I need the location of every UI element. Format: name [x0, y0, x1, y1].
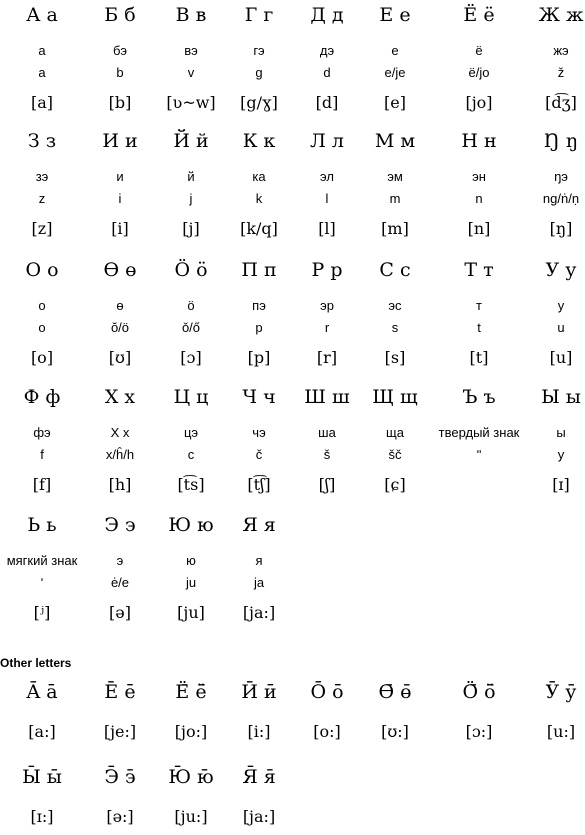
ipa-pronunciation: [jo] [465, 93, 493, 112]
latin-transliteration: č [255, 447, 263, 462]
latin-transliteration: ʺ [476, 447, 482, 462]
letter-name: эл [320, 169, 334, 184]
letter-cell [440, 129, 518, 257]
ipa-pronunciation: [r] [316, 348, 338, 367]
cyrillic-letter: Х х [104, 386, 136, 408]
ipa-pronunciation: [h] [108, 475, 132, 494]
cyrillic-letter: И и [102, 130, 138, 152]
ipa-pronunciation: [s] [384, 348, 406, 367]
cyrillic-letter: Е е [379, 4, 411, 26]
latin-transliteration: a [38, 65, 46, 80]
ipa-pronunciation: [ɪ] [552, 475, 570, 494]
latin-transliteration: n [475, 191, 483, 206]
latin-transliteration: j [189, 191, 193, 206]
cyrillic-letter: С с [379, 259, 411, 281]
cyrillic-letter: Щ щ [372, 386, 418, 408]
ipa-pronunciation: [ja:] [242, 807, 276, 826]
letter-row [0, 3, 585, 131]
other-letters-title: Other letters [0, 656, 72, 670]
cyrillic-letter: Ӧ ӧ [174, 259, 208, 281]
cyrillic-letter: М м [374, 130, 416, 152]
cyrillic-letter: Ӧ̄ ӧ̄ [462, 681, 496, 703]
latin-transliteration: šč [388, 447, 402, 462]
latin-transliteration: g [255, 65, 263, 80]
latin-transliteration: z [38, 191, 46, 206]
letter-name: дэ [319, 43, 335, 58]
letter-name: эр [320, 298, 334, 313]
latin-transliteration: ng/ṅ/ṇ [542, 191, 580, 206]
other-letter-cell [522, 680, 585, 750]
latin-transliteration: s [391, 320, 399, 335]
cyrillic-letter: З з [27, 130, 57, 152]
letter-name: цэ [183, 425, 199, 440]
ipa-pronunciation: [je:] [103, 722, 137, 741]
cyrillic-letter: Ш ш [304, 386, 350, 408]
letter-name: й [187, 169, 195, 184]
latin-transliteration: ë/jo [468, 65, 490, 80]
ipa-pronunciation: [i] [111, 219, 129, 238]
letter-cell [3, 258, 81, 386]
ipa-pronunciation: [ʊ:] [381, 722, 409, 741]
letter-cell [356, 129, 434, 257]
latin-transliteration: p [255, 320, 263, 335]
latin-transliteration: y [557, 447, 565, 462]
latin-transliteration: ŏ/ö [110, 320, 130, 335]
cyrillic-letter: Ы̄ ы̄ [22, 766, 62, 788]
cyrillic-letter: К к [242, 130, 276, 152]
cyrillic-letter: Ө ө [103, 259, 137, 281]
latin-transliteration: b [116, 65, 124, 80]
ipa-pronunciation: [i:] [247, 722, 271, 741]
latin-transliteration: ǒ/ő [181, 320, 201, 335]
letter-name: ӧ [187, 298, 195, 313]
ipa-pronunciation: [ə:] [106, 807, 134, 826]
other-letter-row [0, 765, 585, 835]
letter-row [0, 258, 585, 386]
cyrillic-letter: Ф ф [23, 386, 61, 408]
letter-name: фэ [33, 425, 51, 440]
latin-transliteration: o [38, 320, 46, 335]
letter-name: ю [186, 553, 196, 568]
cyrillic-letter: Ā ā [26, 681, 58, 703]
letter-cell [356, 385, 434, 513]
letter-row [0, 513, 585, 641]
ipa-pronunciation: [ju:] [174, 807, 208, 826]
letter-name: ша [318, 425, 336, 440]
ipa-pronunciation: [ə] [109, 603, 131, 622]
cyrillic-letter: Я я [242, 514, 276, 536]
letter-cell [440, 3, 518, 131]
other-letter-cell [3, 680, 81, 750]
letter-name: ё [475, 43, 483, 58]
letter-name: у [557, 298, 565, 313]
cyrillic-letter: В в [175, 4, 207, 26]
letter-cell [220, 513, 298, 641]
letter-cell [3, 3, 81, 131]
cyrillic-letter: Т т [464, 259, 494, 281]
letter-name: я [255, 553, 263, 568]
cyrillic-letter: П п [241, 259, 277, 281]
other-letter-cell [356, 680, 434, 750]
latin-transliteration: e/je [384, 65, 406, 80]
letter-cell [356, 258, 434, 386]
cyrillic-letter: Г г [244, 4, 274, 26]
cyrillic-letter: Я̄ я̄ [242, 766, 276, 788]
letter-name: эн [472, 169, 486, 184]
latin-transliteration: t [477, 320, 481, 335]
ipa-pronunciation: [o:] [313, 722, 341, 741]
other-letter-cell [3, 765, 81, 835]
letter-name: э [116, 553, 124, 568]
letter-cell [3, 385, 81, 513]
cyrillic-letter: Л л [310, 130, 344, 152]
ipa-pronunciation: [k/q] [240, 219, 278, 238]
latin-transliteration: m [389, 191, 401, 206]
ipa-pronunciation: [ʊ] [108, 348, 132, 367]
ipa-pronunciation: [ɕ] [384, 475, 406, 494]
ipa-pronunciation: [jo:] [174, 722, 208, 741]
cyrillic-letter: Ь ь [27, 514, 57, 536]
ipa-pronunciation: [ŋ] [549, 219, 573, 238]
letter-name: пэ [252, 298, 266, 313]
cyrillic-letter: Ю ю [168, 514, 214, 536]
latin-transliteration: ʹ [40, 575, 44, 590]
letter-name: эм [387, 169, 403, 184]
cyrillic-letter: Ч ч [242, 386, 276, 408]
ipa-pronunciation: [o] [30, 348, 54, 367]
cyrillic-letter: Э̄ э̄ [104, 766, 136, 788]
latin-transliteration: l [325, 191, 329, 206]
cyrillic-letter: Ө̄ ө̄ [378, 681, 412, 703]
letter-name: ы [556, 425, 566, 440]
letter-row [0, 129, 585, 257]
cyrillic-letter: Ē ē [104, 681, 136, 703]
cyrillic-letter: Ж ж [538, 4, 584, 26]
letter-name: ө [116, 298, 124, 313]
cyrillic-letter: Ё ё [463, 4, 495, 26]
latin-transliteration: š [323, 447, 331, 462]
latin-transliteration: k [255, 191, 263, 206]
cyrillic-letter: Д д [310, 4, 344, 26]
letter-name: чэ [252, 425, 266, 440]
cyrillic-letter: Э э [104, 514, 136, 536]
cyrillic-letter: Р р [311, 259, 343, 281]
letter-cell [440, 258, 518, 386]
letter-name: и [116, 169, 124, 184]
ipa-pronunciation: [t] [469, 348, 489, 367]
ipa-pronunciation: [d͡ʒ] [545, 93, 577, 112]
ipa-pronunciation: [ɔ:] [465, 722, 493, 741]
letter-cell [3, 129, 81, 257]
latin-transliteration: c [187, 447, 195, 462]
letter-name: ка [252, 169, 266, 184]
ipa-pronunciation: [ja:] [242, 603, 276, 622]
ipa-pronunciation: [g/ɣ] [240, 93, 278, 112]
ipa-pronunciation: [ʃ] [318, 475, 336, 494]
cyrillic-letter: Ӣ ӣ [241, 681, 277, 703]
cyrillic-letter: Ё̄ ё̄ [175, 681, 207, 703]
ipa-pronunciation: [t͡ʃ] [247, 475, 271, 494]
letter-cell [3, 513, 81, 641]
letter-name: гэ [253, 43, 265, 58]
letter-name: ща [386, 425, 404, 440]
ipa-pronunciation: [e] [384, 93, 406, 112]
letter-cell [522, 385, 585, 513]
cyrillic-letter: Ю̄ ю̄ [168, 766, 214, 788]
cyrillic-letter: Ы ы [541, 386, 581, 408]
latin-transliteration: d [323, 65, 331, 80]
ipa-pronunciation: [ju] [177, 603, 205, 622]
letter-name: эс [388, 298, 402, 313]
latin-transliteration: u [557, 320, 565, 335]
cyrillic-letter: О о [25, 259, 59, 281]
cyrillic-letter: Й й [173, 130, 209, 152]
letter-cell [440, 385, 518, 513]
cyrillic-letter: Ō ō [310, 681, 344, 703]
letter-name: е [391, 43, 399, 58]
ipa-pronunciation: [t͡s] [177, 475, 205, 494]
cyrillic-letter: Б б [104, 4, 136, 26]
letter-name: т [476, 298, 482, 313]
latin-transliteration: ja [253, 575, 265, 590]
letter-name: твердый знак [438, 425, 520, 440]
ipa-pronunciation: [m] [381, 219, 409, 238]
ipa-pronunciation: [z] [31, 219, 53, 238]
latin-transliteration: i [118, 191, 122, 206]
letter-cell [356, 3, 434, 131]
latin-transliteration: f [40, 447, 44, 462]
cyrillic-letter: Ъ ъ [462, 386, 496, 408]
cyrillic-letter: Ц ц [173, 386, 209, 408]
latin-transliteration: ė/e [110, 575, 130, 590]
cyrillic-letter: У у [545, 259, 577, 281]
ipa-pronunciation: [j] [182, 219, 200, 238]
letter-name: о [38, 298, 46, 313]
ipa-pronunciation: [a] [30, 93, 54, 112]
ipa-pronunciation: [d] [315, 93, 339, 112]
latin-transliteration: x/ĥ/h [105, 447, 135, 462]
latin-transliteration: ž [557, 65, 565, 80]
letter-name: зэ [35, 169, 49, 184]
cyrillic-letter: Ŋ ŋ [543, 130, 579, 152]
ipa-pronunciation: [ɔ] [180, 348, 202, 367]
cyrillic-letter: Ӯ ӯ [545, 681, 577, 703]
letter-name: бэ [113, 43, 127, 58]
ipa-pronunciation: [ʲ] [33, 603, 51, 622]
letter-row [0, 385, 585, 513]
ipa-pronunciation: [ɪ:] [30, 807, 54, 826]
latin-transliteration: r [324, 320, 330, 335]
latin-transliteration: v [187, 65, 195, 80]
letter-name: мягкий знак [6, 553, 78, 568]
ipa-pronunciation: [ʋ~w] [166, 93, 216, 112]
cyrillic-letter: А а [26, 4, 58, 26]
ipa-pronunciation: [b] [108, 93, 132, 112]
letter-cell [522, 129, 585, 257]
letter-cell [522, 258, 585, 386]
letter-name: вэ [184, 43, 198, 58]
letter-name: а [38, 43, 46, 58]
ipa-pronunciation: [n] [467, 219, 491, 238]
ipa-pronunciation: [f] [32, 475, 52, 494]
other-letter-cell [220, 765, 298, 835]
letter-name: ŋэ [554, 169, 568, 184]
letter-cell [522, 3, 585, 131]
ipa-pronunciation: [u] [549, 348, 573, 367]
letter-name: Х х [110, 425, 130, 440]
other-letter-row [0, 680, 585, 750]
other-letter-cell [440, 680, 518, 750]
ipa-pronunciation: [u:] [546, 722, 576, 741]
latin-transliteration: ju [185, 575, 197, 590]
ipa-pronunciation: [p] [247, 348, 271, 367]
ipa-pronunciation: [l] [318, 219, 336, 238]
cyrillic-letter: Н н [461, 130, 497, 152]
letter-name: жэ [553, 43, 569, 58]
ipa-pronunciation: [a:] [28, 722, 56, 741]
